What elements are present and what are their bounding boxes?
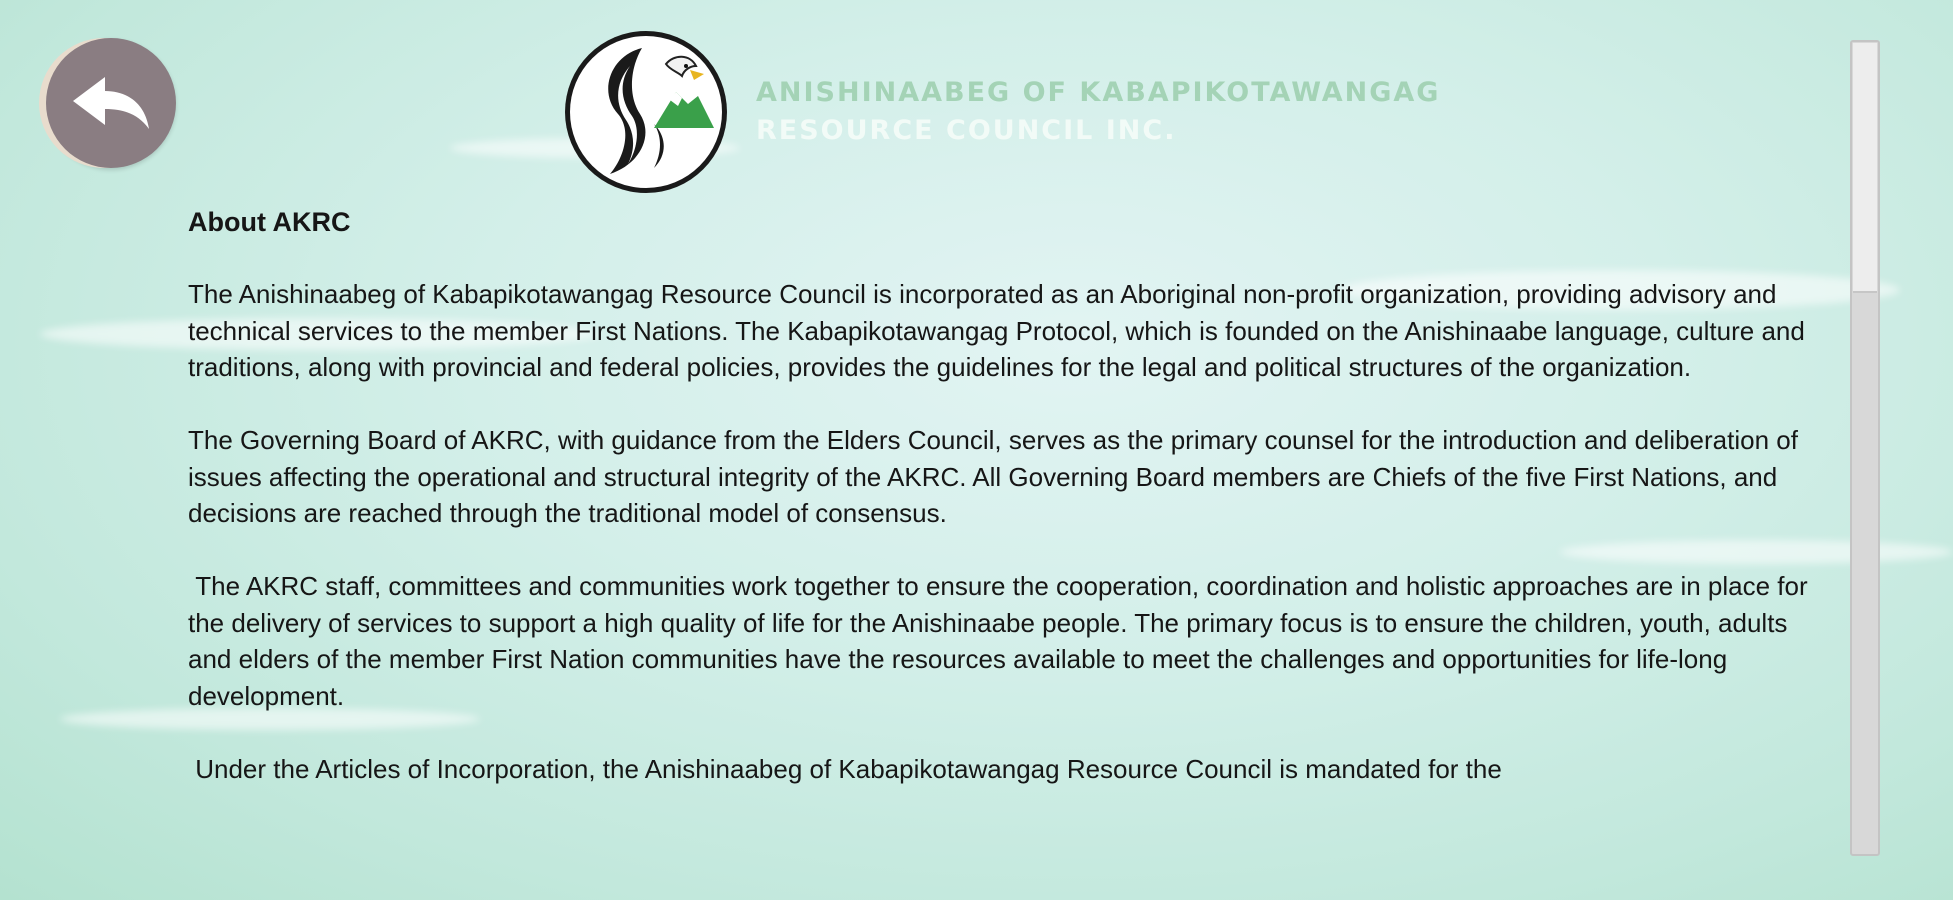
content-paragraph: The Anishinaabeg of Kabapikotawangag Resource Council is incorporated as an Aboriginal non-profit organization, providing advisory and technical services to the member First Nations. The Kabapikotawangag Protocol, which is founded on the Anishinaabe language, culture and traditions, along with provincial and federal policies, provides the guidelines for the legal and political structures of the organization.: [188, 279, 1805, 382]
back-arrow-icon: [69, 73, 153, 133]
organization-name: [756, 74, 1440, 150]
content-paragraph: The AKRC staff, committees and communities work together to ensure the cooperation, coordination and holistic approaches are in place for the delivery of services to support a high quality of life for the Anishinaabe people. The primary focus is to ensure the children, youth, adults and elders of the member First Nation communities have the resources available to meet the challenges and opportunities for life-long development.: [188, 571, 1815, 711]
akrc-eagle-logo-icon: [570, 36, 722, 188]
content-paragraph: The Governing Board of AKRC, with guidance from the Elders Council, serves as the primary counsel for the introduction and deliberation of issues affecting the operational and structural integrity of the AKRC. All Governing Board members are Chiefs of the five First Nations, and decisions are reached through the traditional model of consensus.: [188, 425, 1798, 528]
org-name-line1: ANISHINAABEG OF KABAPIKOTAWANGAG: [756, 77, 1441, 108]
akrc-logo: [570, 36, 722, 188]
back-button[interactable]: [46, 38, 176, 168]
about-content[interactable]: [188, 200, 1838, 855]
scrollbar-thumb[interactable]: [1853, 43, 1877, 293]
org-name-line2: RESOURCE COUNCIL INC.: [756, 115, 1177, 146]
content-paragraph: Under the Articles of Incorporation, the Anishinaabeg of Kabapikotawangag Resource Council is mandated for the: [188, 753, 1502, 784]
page-title: About AKRC: [188, 207, 351, 237]
scrollbar[interactable]: [1850, 40, 1880, 856]
